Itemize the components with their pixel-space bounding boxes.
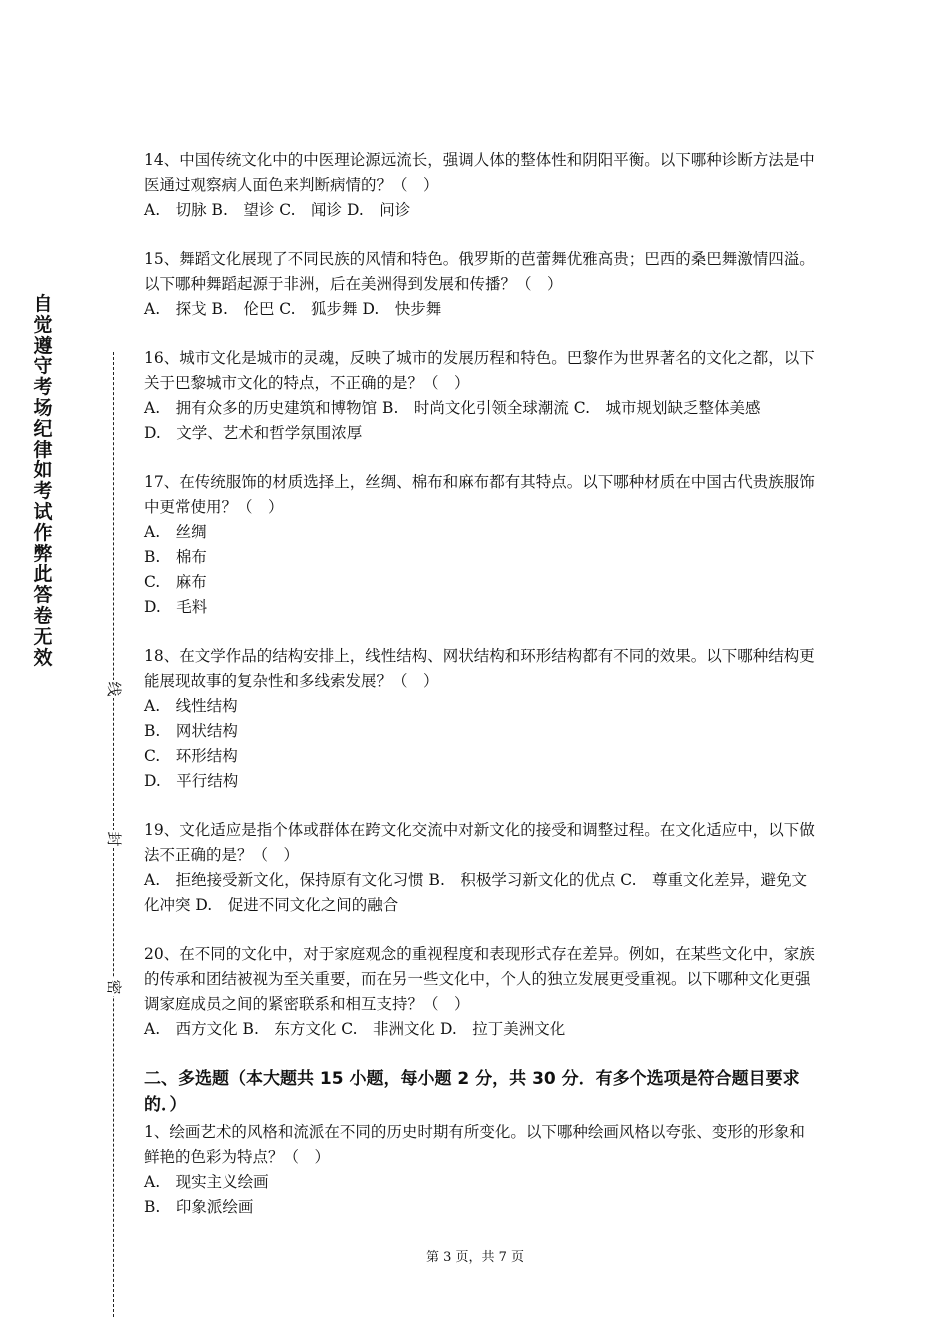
question-16 [144, 346, 816, 446]
question-option-d: D. 文学、艺术和哲学氛围浓厚 [144, 424, 363, 442]
option-b: B. 棉布 [144, 548, 207, 566]
question-text: 17、在传统服饰的材质选择上，丝绸、棉布和麻布都有其特点。以下哪种材质在中国古代贵族服饰中更常使用？（ ） [144, 473, 815, 516]
option-b: B. 网状结构 [144, 722, 238, 740]
binding-label-secret: 密 [105, 979, 123, 995]
section-heading-multiple-choice: 二、多选题（本大题共 15 小题，每小题 2 分，共 30 分．有多个选项是符合题目要求的．） [144, 1069, 800, 1115]
option-d: D. 毛料 [144, 598, 208, 616]
question-17 [144, 470, 816, 620]
binding-label-seal: 封 [105, 831, 123, 847]
question-options: A. 拒绝接受新文化，保持原有文化习惯 B. 积极学习新文化的优点 C. 尊重文化差异，避免文化冲突 D. 促进不同文化之间的融合 [144, 871, 808, 914]
option-b: B. 印象派绘画 [144, 1198, 254, 1216]
question-options: A. 切脉 B. 望诊 C. 闻诊 D. 问诊 [144, 201, 411, 219]
question-text: 20、在不同的文化中，对于家庭观念的重视程度和表现形式存在差异。例如，在某些文化中，家族的传承和团结被视为至关重要，而在另一些文化中，个人的独立发展更受重视。以下哪种文化更强调家庭成员之间的紧密联系和相互支持？（ ） [144, 945, 815, 1013]
question-options: A. 探戈 B. 伦巴 C. 狐步舞 D. 快步舞 [144, 300, 442, 318]
option-c: C. 环形结构 [144, 747, 238, 765]
section2-question-1 [144, 1120, 816, 1220]
question-text: 1、绘画艺术的风格和流派在不同的历史时期有所变化。以下哪种绘画风格以夸张、变形的形象和鲜艳的色彩为特点？（ ） [144, 1123, 805, 1166]
exam-discipline-warning: 自觉遵守考场纪律如考试作弊此答卷无效 [33, 293, 53, 669]
question-text: 16、城市文化是城市的灵魂，反映了城市的发展历程和特色。巴黎作为世界著名的文化之都，以下关于巴黎城市文化的特点，不正确的是？（ ） [144, 349, 815, 392]
question-15 [144, 247, 816, 322]
option-a: A. 丝绸 [144, 523, 207, 541]
question-19 [144, 818, 816, 918]
question-14 [144, 148, 816, 223]
option-c: C. 麻布 [144, 573, 207, 591]
question-20 [144, 942, 816, 1042]
question-18 [144, 644, 816, 794]
question-text: 19、文化适应是指个体或群体在跨文化交流中对新文化的接受和调整过程。在文化适应中，以下做法不正确的是？（ ） [144, 821, 815, 864]
exam-content [144, 148, 816, 1244]
question-options: A. 西方文化 B. 东方文化 C. 非洲文化 D. 拉丁美洲文化 [144, 1020, 566, 1038]
option-a: A. 现实主义绘画 [144, 1173, 269, 1191]
binding-label-line: 线 [105, 681, 123, 697]
question-text: 18、在文学作品的结构安排上，线性结构、网状结构和环形结构都有不同的效果。以下哪种结构更能展现故事的复杂性和多线索发展？（ ） [144, 647, 815, 690]
option-a: A. 线性结构 [144, 697, 238, 715]
question-options: A. 拥有众多的历史建筑和博物馆 B. 时尚文化引领全球潮流 C. 城市规划缺乏整体美感 [144, 399, 761, 417]
option-d: D. 平行结构 [144, 772, 239, 790]
page-number-footer: 第 3 页，共 7 页 [425, 1250, 525, 1265]
question-text: 14、中国传统文化中的中医理论源远流长，强调人体的整体性和阴阳平衡。以下哪种诊断方法是中医通过观察病人面色来判断病情的？（ ） [144, 151, 815, 194]
question-text: 15、舞蹈文化展现了不同民族的风情和特色。俄罗斯的芭蕾舞优雅高贵；巴西的桑巴舞激情四溢。以下哪种舞蹈起源于非洲，后在美洲得到发展和传播？（ ） [144, 250, 815, 293]
